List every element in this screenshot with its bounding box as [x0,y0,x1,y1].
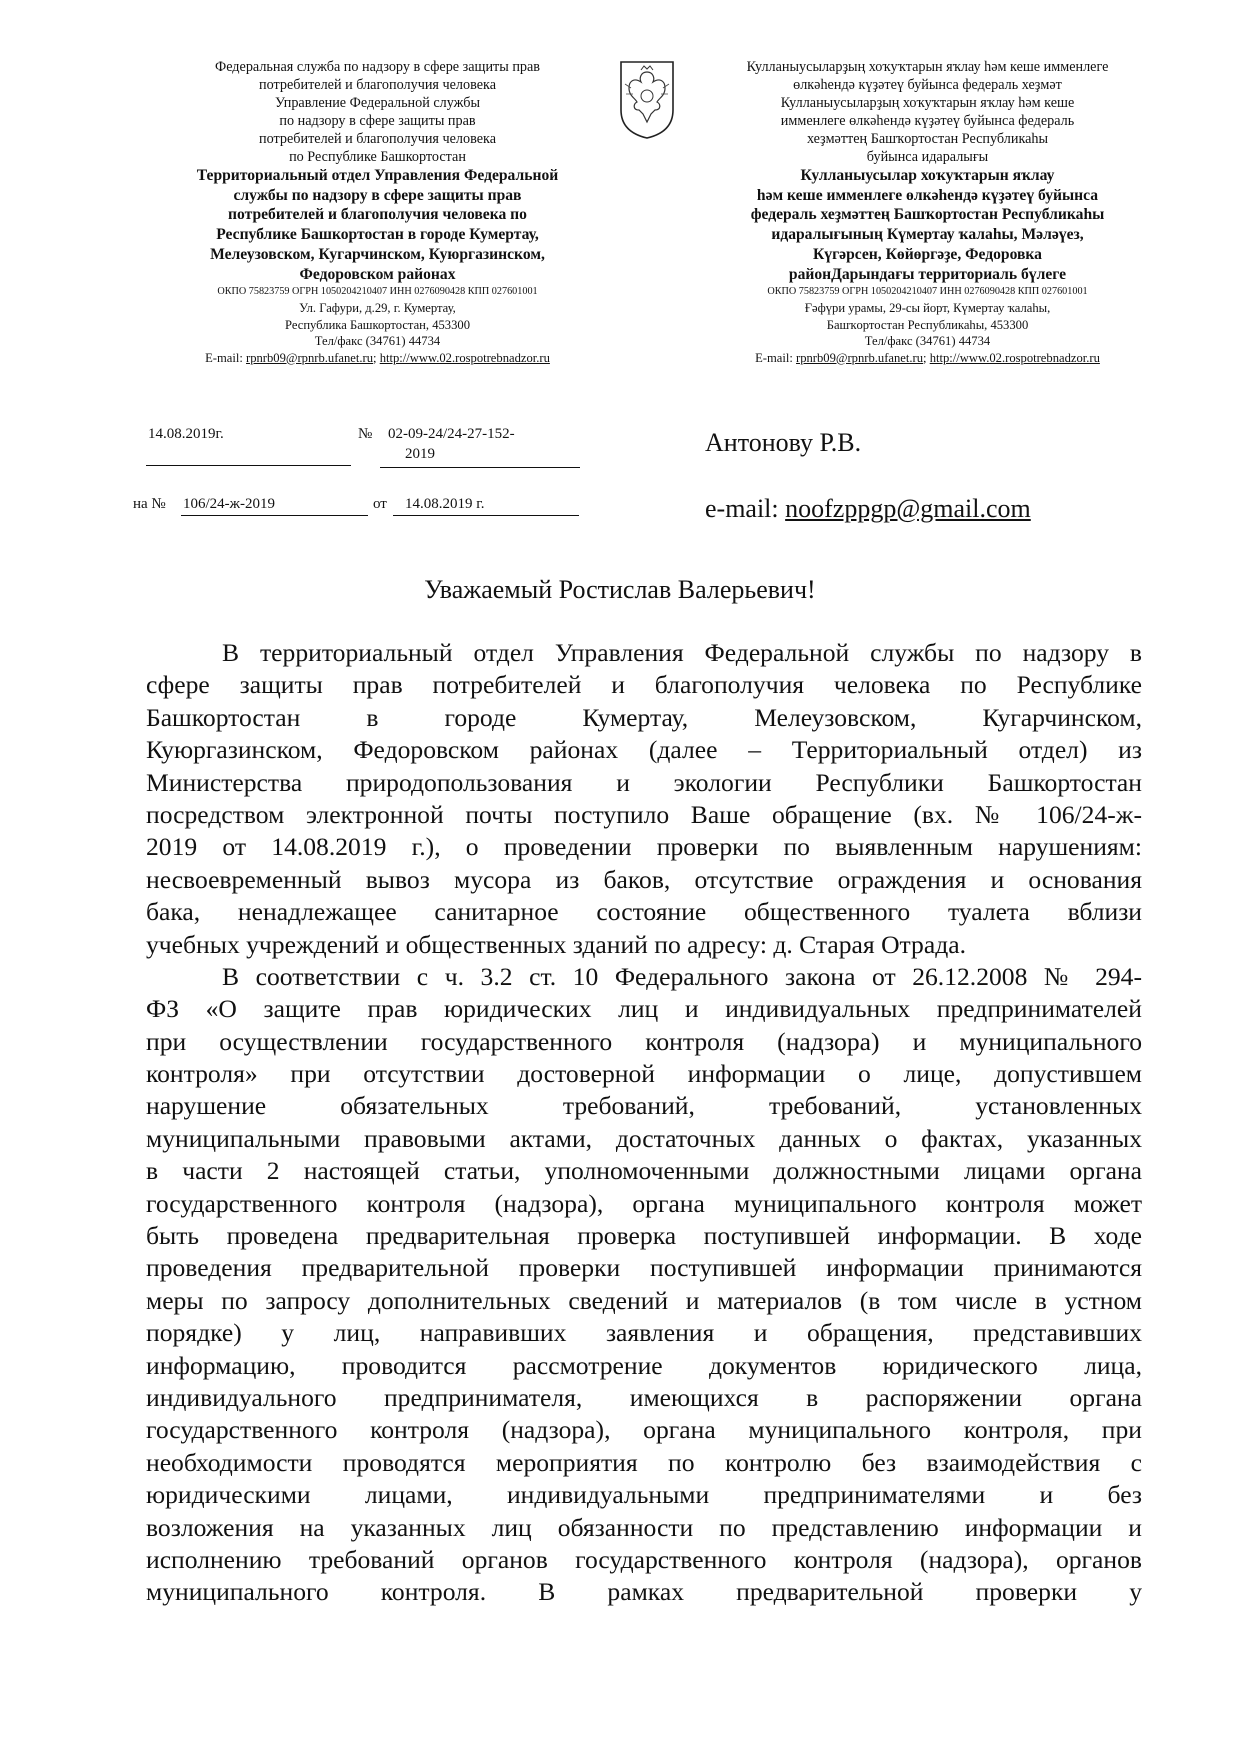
paragraph-2-line: государственного контроля (надзора), органа муниципального контроля, при [146,1415,1142,1445]
paragraph-1-line: сфере защиты прав потребителей и благополучия человека по Республике [146,670,1142,700]
website-link[interactable]: http://www.02.rospotrebnadzor.ru [929,350,1100,365]
coat-of-arms-icon [617,58,677,142]
header-left-line: Федеральная служба по надзору в сфере защиты прав [214,59,541,75]
paragraph-2-line: ФЗ «О защите прав юридических лиц и индивидуальных предпринимателей [146,994,1142,1024]
outgoing-number-line1: 02-09-24/24-27-152- [388,426,515,442]
header-right-bold-line: һәм кеше имменлеге өлкәһендә күҙәтеү буйынса [756,186,1099,204]
in-reply-underline [181,515,368,516]
paragraph-1-line: учебных учреждений и общественных зданий по адресу: д. Старая Отрада. [146,929,966,959]
header-left-bold-line: Мелеузовском, Кугарчинском, Куюргазинском, [210,245,545,263]
paragraph-2-line: быть проведена предварительная проверка поступившей информации. В ходе [146,1221,1142,1251]
in-reply-label: на № [133,496,166,512]
header-right-bold-line: идаралығының Күмертау ҡалаһы, Мәләүез, [771,226,1084,244]
paragraph-2-line: индивидуального предпринимателя, имеющихся в распоряжении органа [146,1382,1142,1412]
paragraph-2-line: меры по запросу дополнительных сведений и материалов (в том числе в устном [146,1285,1142,1315]
paragraph-1-line: посредством электронной почты поступило Ваше обращение (вх. № 106/24-ж- [146,799,1142,829]
paragraph-2-line: контроля» при отсутствии достоверной информации о лице, допустившем [146,1059,1142,1089]
header-left-line: по надзору в сфере защиты прав [279,113,476,129]
paragraph-2-line: необходимости проводятся мероприятия по контролю без взаимодействия с [146,1447,1142,1477]
date-underline [146,465,351,466]
separator: ; [373,350,377,365]
addressee-name: Антонову Р.В. [705,428,862,457]
paragraph-2-line: проведения предварительной проверки поступившей информации принимаются [146,1253,1142,1283]
header-right-line: Кулланыусыларҙың хоҡуҡтарын яҡлау һәм кеше имменлеге [746,59,1109,75]
header-left-bold-line: Республике Башкортостан в городе Кумертау, [216,226,539,244]
email-link[interactable]: rpnrb09@rpnrb.ufanet.ru [246,350,374,365]
header-right-line: өлкәһендә күҙәтеү буйынса федераль хеҙмәт [793,77,1062,93]
outgoing-number-label: № [358,426,373,442]
from-label: от [373,496,387,512]
paragraph-1-line: В территориальный отдел Управления Федеральной службы по надзору в [222,638,1142,667]
from-date-underline [393,515,579,516]
paragraph-2-line: юридическими лицами, индивидуальными предпринимателями и без [146,1480,1142,1510]
header-left-line: Управление Федеральной службы [274,95,481,111]
paragraph-2-line: муниципальными правовыми актами, достаточных данных о фактах, указанных [146,1123,1142,1153]
addressee-email-label: e-mail: [705,494,779,523]
outgoing-date: 14.08.2019г. [148,426,224,442]
paragraph-2-line: государственного контроля (надзора), органа муниципального контроля может [146,1188,1142,1218]
header-left-contacts [150,350,605,367]
paragraph-2-line: В соответствии с ч. 3.2 ст. 10 Федерального закона от 26.12.2008 № 294- [222,961,1142,991]
header-left-bold-line: службы по надзору в сфере защиты прав [233,186,522,204]
header-left-line: потребителей и благополучия человека [259,77,496,93]
header-right-bold-line: федераль хеҙмәттең Башҡортостан Республикаһы [750,206,1105,224]
paragraph-2-line: в части 2 настоящей статьи, уполномоченными должностными лицами органа [146,1156,1142,1186]
header-left-line: по Республике Башкортостан [289,149,466,165]
header-right-line: хеҙмәттең Башҡортостан Республикаһы [806,131,1049,147]
paragraph-2-line: возложения на указанных лиц обязанности по представлению информации и [146,1512,1142,1542]
in-reply-number: 106/24-ж-2019 [183,496,276,512]
paragraph-1-line: Башкортостан в городе Кумертау, Мелеузовском, Кугарчинском, [146,702,1142,732]
from-date: 14.08.2019 г. [405,496,485,512]
header-right-bold-line: Күгәрсен, Көйөргәҙе, Федоровка [813,245,1042,263]
separator: ; [923,350,927,365]
header-left-address: Ул. Гафури, д.29, г. Кумертау, [299,301,456,316]
header-right-phone: Тел/факс (34761) 44734 [864,334,991,349]
header-left-address: Республика Башкортостан, 453300 [284,317,470,332]
paragraph-1-line: несвоевременный вывоз мусора из баков, отсутствие ограждения и основания [146,864,1142,894]
website-link[interactable]: http://www.02.rospotrebnadzor.ru [379,350,550,365]
header-right-address: Башҡортостан Республикаһы, 453300 [826,317,1029,332]
header-left-codes: ОКПО 75823759 ОГРН 1050204210407 ИНН 0276090428 КПП 027601001 [217,286,538,298]
email-label: E-mail: [755,350,793,365]
paragraph-2-line: исполнению требований органов государственного контроля (надзора), органов [146,1544,1142,1574]
header-right [700,58,1155,366]
header-right-codes: ОКПО 75823759 ОГРН 1050204210407 ИНН 0276090428 КПП 027601001 [767,286,1088,298]
addressee-email-link[interactable]: noofzppgp@gmail.com [785,494,1031,523]
number-underline [380,467,580,468]
header-left-bold-line: Федоровском районах [299,265,456,283]
paragraph-1-line: Министерства природопользования и экологии Республики Башкортостан [146,767,1142,797]
header-right-line: имменлеге өлкәһендә күҙәтеү буйынса федераль [780,113,1075,129]
header-left-bold-line: Территориальный отдел Управления Федеральной [196,167,559,184]
email-link[interactable]: rpnrb09@rpnrb.ufanet.ru [796,350,924,365]
header-left-phone: Тел/факс (34761) 44734 [314,334,441,349]
header-right-bold-line: Кулланыусылар хоҡуҡтарын яҡлау [800,167,1055,184]
paragraph-1-line: 2019 от 14.08.2019 г.), о проведении проверки по выявленным нарушениям: [146,832,1142,862]
header-right-address: Ғәфүри урамы, 29-сы йорт, Күмертау ҡалаһы, [804,301,1051,316]
header-right-line: Кулланыусыларҙың хоҡуҡтарын яҡлау һәм кеше [780,95,1075,111]
paragraph-2-line: при осуществлении государственного контроля (надзора) и муниципального [146,1026,1142,1056]
header-left-line: потребителей и благополучия человека [259,131,496,147]
paragraph-2-line: муниципального контроля. В рамках предварительной проверки у [146,1577,1142,1607]
header-left-bold-line: потребителей и благополучия человека по [228,206,527,224]
paragraph-2-line: информацию, проводится рассмотрение документов юридического лица, [146,1350,1142,1380]
header-right-contacts [700,350,1155,367]
email-label: E-mail: [205,350,243,365]
outgoing-number-line2: 2019 [405,446,435,462]
addressee-email-row [705,494,1031,524]
paragraph-2-line: нарушение обязательных требований, требований, установленных [146,1091,1142,1121]
paragraph-1-line: Куюргазинском, Федоровском районах (далее – Территориальный отдел) из [146,735,1142,765]
letter-body [146,637,1142,1609]
paragraph-2-line: порядке) у лиц, направивших заявления и обращения, представивших [146,1318,1142,1348]
greeting: Уважаемый Ростислав Валерьевич! [424,575,816,604]
header-right-line: буйынса идаралығы [866,149,989,165]
header-right-bold-line: районДарындағы территориаль бүлеге [788,265,1067,283]
paragraph-1-line: бака, ненадлежащее санитарное состояние общественного туалета вблизи [146,897,1142,927]
header-left [150,58,605,366]
